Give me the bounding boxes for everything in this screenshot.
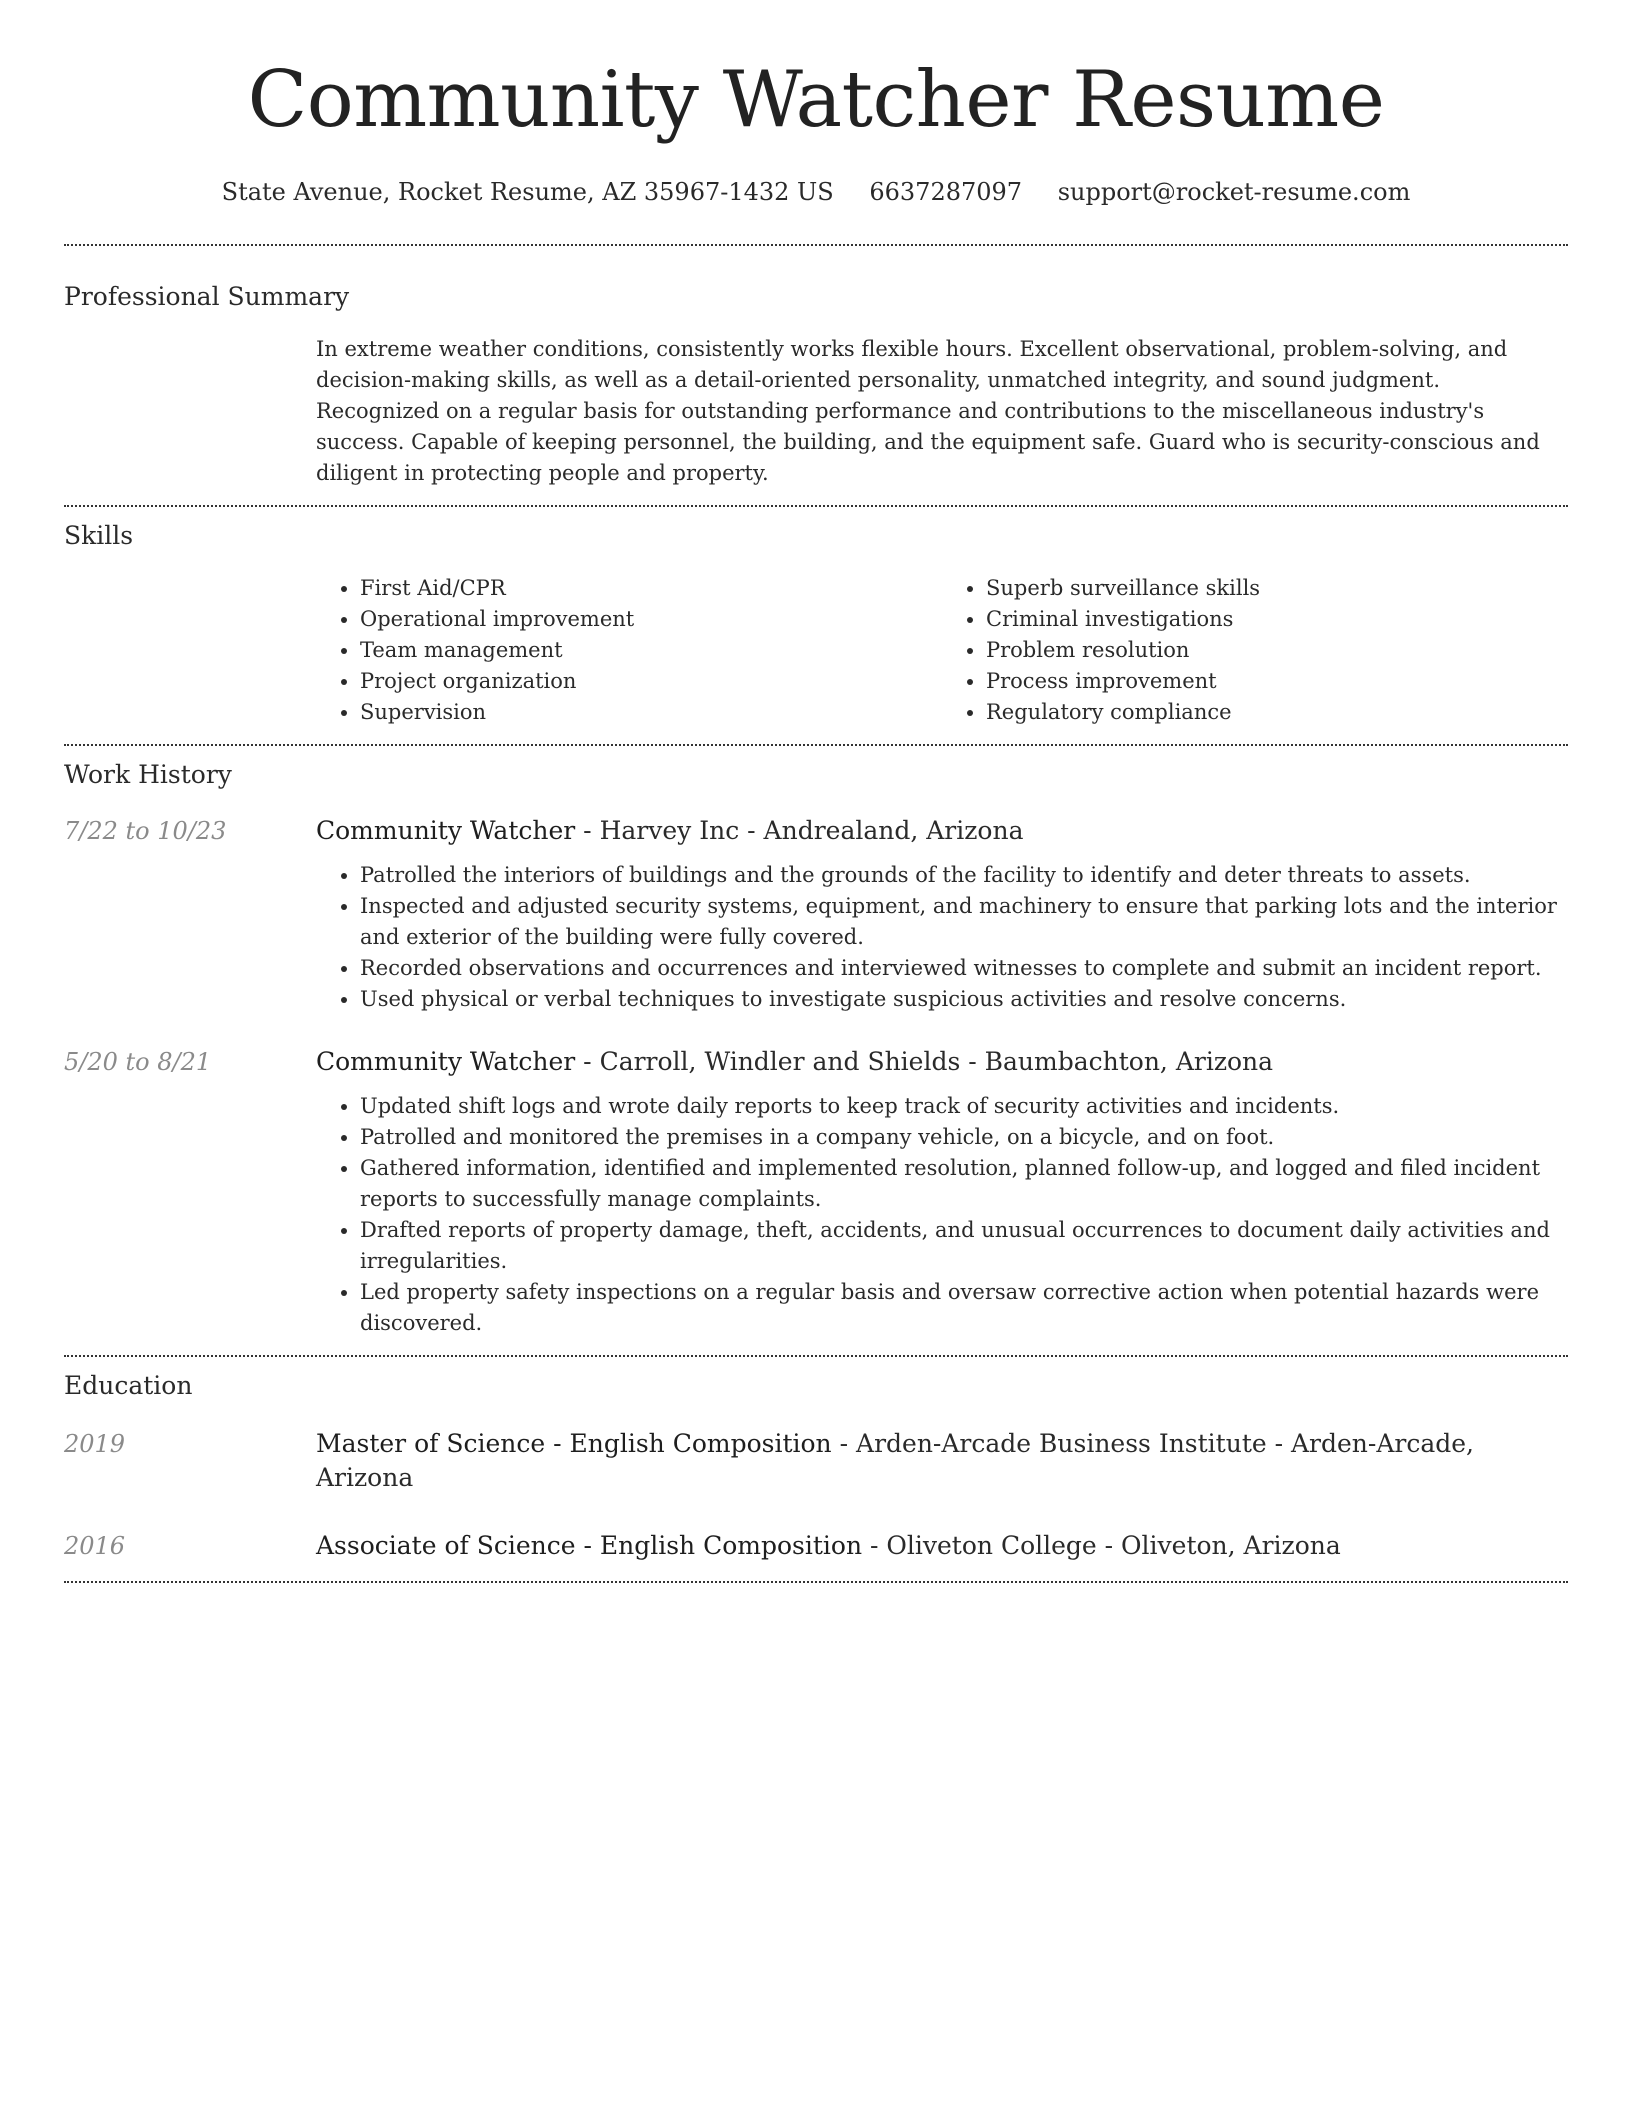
job-role: Community Watcher [316, 816, 576, 845]
contact-email: support@rocket-resume.com [1057, 178, 1411, 206]
skill-item: • Supervision [360, 697, 942, 728]
skills-list-left [316, 573, 942, 728]
resume-name: Community Watcher Resume [247, 55, 1385, 145]
job-entry [64, 814, 1568, 1015]
education-degree: Associate of Science - English Composition [316, 1531, 863, 1560]
skills-content [316, 573, 1568, 728]
job-bullets [316, 860, 1568, 1015]
skill-item: • First Aid/CPR [360, 573, 942, 604]
job-employer: - Harvey Inc - Andrealand, Arizona [575, 816, 1024, 845]
contact-phone: 6637287097 [869, 178, 1023, 206]
job-bullet: • Patrolled and monitored the premises in a company vehicle, on a bicycle, and on foot. [360, 1122, 1568, 1153]
education-entry [64, 1427, 1568, 1495]
section-title-summary: Professional Summary [64, 282, 350, 311]
divider [64, 1581, 1568, 1583]
job-entry [64, 1045, 1568, 1339]
education-year: 2016 [64, 1532, 126, 1560]
education-title [316, 1529, 1341, 1563]
job-bullet: • Patrolled the interiors of buildings and the grounds of the facility to identify and deter threats to assets. [360, 860, 1568, 891]
job-bullet: • Gathered information, identified and implemented resolution, planned follow-up, and logged and filed incident reports to successfully manage complaints. [360, 1153, 1568, 1215]
job-role: Community Watcher [316, 1047, 576, 1076]
section-title-work: Work History [64, 760, 232, 789]
work-section [64, 746, 1568, 1355]
job-body [316, 814, 1568, 1015]
skills-section [64, 507, 1568, 744]
skill-item: • Team management [360, 635, 942, 666]
summary-text: In extreme weather conditions, consistently works flexible hours. Excellent observational, problem-solving, and decision-making skills, as well as a detail-oriented personality, unmatched integrity, and sound judgment. Recognized on a regular basis for outstanding performance and contributions to the miscellaneous industry's success. Capable of keeping personnel, the building, and the equipment safe. Guard who is security-conscious and diligent in protecting people and property. [316, 337, 1540, 485]
job-bullets [316, 1091, 1568, 1339]
job-bullet: • Updated shift logs and wrote daily reports to keep track of security activities and incidents. [360, 1091, 1568, 1122]
resume-header [64, 0, 1568, 208]
job-dates: 7/22 to 10/23 [64, 817, 227, 845]
contact-address: State Avenue, Rocket Resume, AZ 35967-1432 US [221, 178, 834, 206]
section-title-education: Education [64, 1371, 193, 1400]
skill-item: • Operational improvement [360, 604, 942, 635]
job-bullet: • Inspected and adjusted security systems, equipment, and machinery to ensure that parking lots and the interior and exterior of the building were fully covered. [360, 891, 1568, 953]
skills-columns [316, 573, 1568, 728]
education-school: - Arden-Arcade Business Institute - Arden-Arcade, Arizona [316, 1429, 1475, 1492]
summary-section [64, 246, 1568, 505]
skill-item: • Problem resolution [986, 635, 1568, 666]
job-body [316, 1045, 1568, 1339]
skill-item: • Criminal investigations [986, 604, 1568, 635]
education-school: - Oliveton College - Oliveton, Arizona [862, 1531, 1341, 1560]
job-title [316, 814, 1568, 848]
skills-list-right [942, 573, 1568, 728]
skill-item: • Process improvement [986, 666, 1568, 697]
education-title [316, 1427, 1568, 1495]
contact-line [64, 176, 1568, 208]
job-dates: 5/20 to 8/21 [64, 1048, 212, 1076]
education-entry [64, 1529, 1568, 1563]
education-section [64, 1357, 1568, 1581]
job-employer: - Carroll, Windler and Shields - Baumbachton, Arizona [575, 1047, 1274, 1076]
summary-content [316, 334, 1568, 489]
job-bullet: • Recorded observations and occurrences and interviewed witnesses to complete and submit an incident report. [360, 953, 1568, 984]
section-title-skills: Skills [64, 521, 134, 550]
job-bullet: • Used physical or verbal techniques to investigate suspicious activities and resolve concerns. [360, 984, 1568, 1015]
job-bullet: • Led property safety inspections on a regular basis and oversaw corrective action when potential hazards were discovered. [360, 1277, 1568, 1339]
education-year: 2019 [64, 1430, 126, 1458]
education-degree: Master of Science - English Composition [316, 1429, 832, 1458]
job-title [316, 1045, 1568, 1079]
skill-item: • Superb surveillance skills [986, 573, 1568, 604]
skill-item: • Project organization [360, 666, 942, 697]
skill-item: • Regulatory compliance [986, 697, 1568, 728]
job-bullet: • Drafted reports of property damage, theft, accidents, and unusual occurrences to document daily activities and irregularities. [360, 1215, 1568, 1277]
